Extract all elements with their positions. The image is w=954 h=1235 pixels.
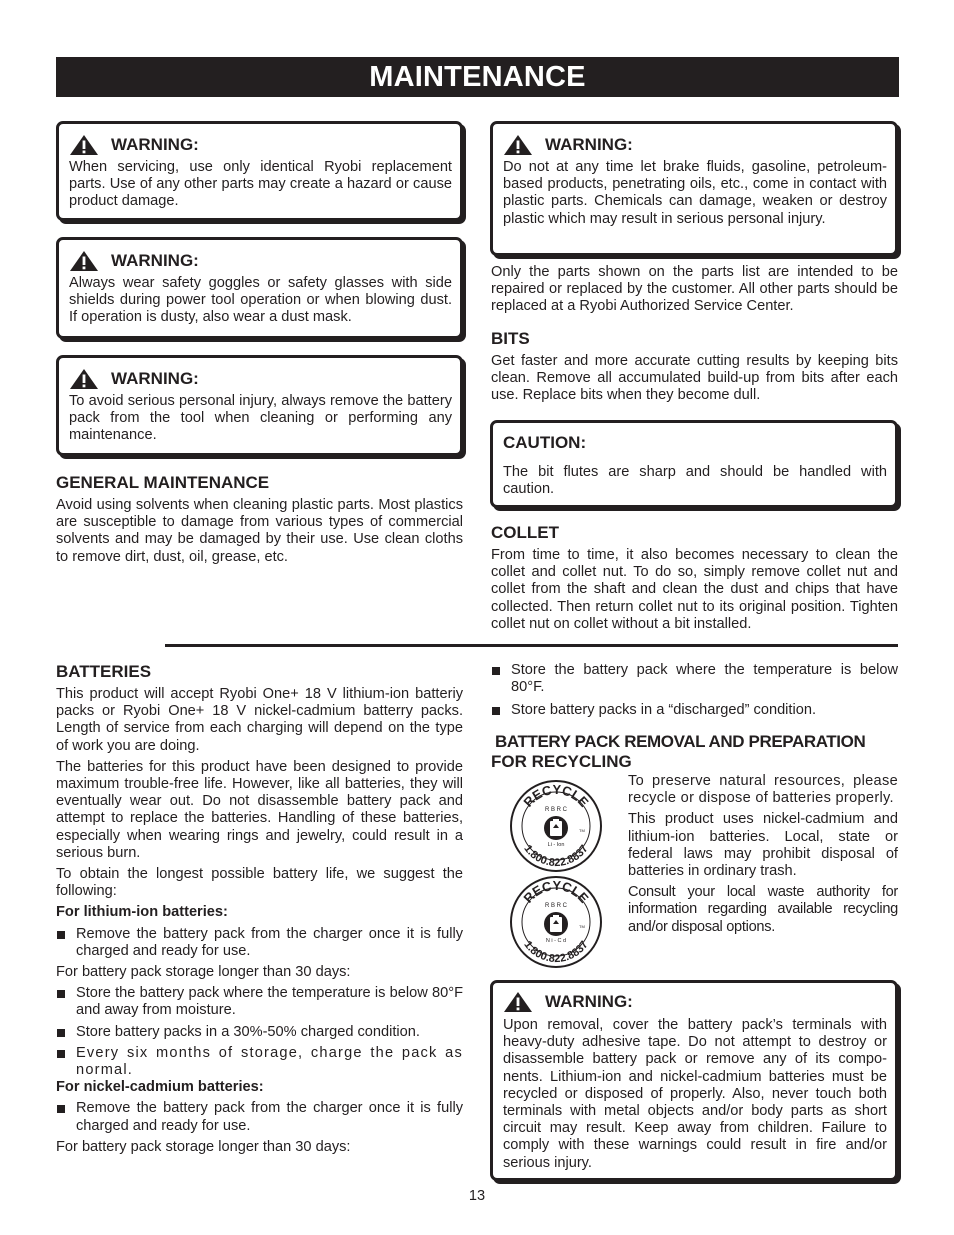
nickel-cadmium-storage-continued [491,662,898,724]
list-item: Store battery packs in a 30%-50% charged condition. [56,1024,463,1041]
seal-tm-text: TM [579,924,585,929]
lithium-ion-subheading: For lithium-ion batteries: [56,904,228,921]
removal-paragraph-1: To preserve natural resources, please recycle or dispose of batteries properly. [628,773,898,807]
seal-rbrc-text: R B R C [544,807,568,813]
warning-label: WARNING: [111,369,199,388]
seal-chemistry-text: N i - C d [545,938,567,944]
warning-text: When servicing, use only identical Ryobi replacement parts. Use of any other parts may create a hazard or cause product damage. [69,159,452,210]
bits-heading: BITS [491,329,530,348]
warning-header [69,134,460,156]
removal-heading [491,732,901,772]
warning-text: Do not at any time let brake fluids, gasoline, petroleum-based products, penetrating oils, etc., come in contact with plastic parts. Chemicals can damage, weaken or destroy plastic which may result in serious personal injury. [503,159,887,227]
general-maintenance-heading: GENERAL MAINTENANCE [56,473,270,492]
removal-heading-line-1: BATTERY PACK REMOVAL AND PREPARATION [495,732,866,751]
list-item: Store battery packs in a “discharged” condition. [491,702,898,719]
parts-note-text: Only the parts shown on the parts list are intended to be repaired or replaced by the customer. All other parts should be replaced at a Ryobi Authorized Service Center. [491,264,898,315]
batteries-paragraph-2: The batteries for this product have been designed to provide maximum trouble-free life. However, like all batteries, they will eventually wear out. Do not disassemble battery pack and attempt to replace the batteries. Handling of these batteries, especially when wearing rings and jewelry, could result in a serious burn. [56,758,463,861]
warning-header [503,991,895,1013]
collet-paragraph: From time to time, it also becomes necessary to clean the collet and collet nut. To do so, simply remove collet nut and collet from the shaft and clean the dust and chips that have collected. Then return collet nut to its original position. Tighten collet nut on collet without a bit installed. [491,547,898,632]
warning-triangle-icon [69,368,99,390]
general-maintenance-paragraph: Avoid using solvents when cleaning plastic parts. Most plastics are susceptible to damage from various types of commercial solvents and may be damaged by their use. Use clean cloths to remove dirt, dust, oil, grease, etc. [56,497,463,565]
warning-triangle-icon [503,134,533,156]
list-item: Remove the battery pack from the charger once it is fully charged and ready for use. [56,1100,463,1134]
seal-phone-text: 1.800.822.8837 [521,842,591,870]
warning-box-terminals [490,980,898,1181]
parts-note [491,264,898,320]
warning-box-goggles [56,237,463,339]
seal-tm-text: TM [579,828,585,833]
removal-paragraph-2: This product uses nickel-cadmium and lithium-ion batteries. Local, state or federal laws may prohibit disposal of batteries in ordinary trash. [628,811,898,880]
warning-label: WARNING: [545,992,633,1011]
seal-top-text: RECYCLE [520,877,592,906]
lithium-ion-list-2 [56,985,463,1079]
warning-label: WARNING: [545,135,633,154]
page-number: 13 [468,1188,486,1204]
battery-recycle-glyph [544,912,568,936]
warning-triangle-icon [69,134,99,156]
list-item: Remove the battery pack from the charger once it is fully charged and ready for use. [56,926,463,960]
list-item: Store the battery pack where the temperature is below 80°F. [491,662,898,696]
svg-text:RECYCLE [520,782,591,810]
section-divider [165,644,898,647]
warning-header [69,368,460,390]
collet-text [491,547,898,637]
rbrc-li-ion-recycle-seal-icon [506,776,606,876]
warning-text: Always wear safety goggles or safety glasses with side shields during power tool operation or when blowing dust. If operation is dusty, also wear a dust mask. [69,275,452,326]
removal-paragraph-3: Consult your local waste authority for information regarding available recycling and/or disposal options. [628,884,898,935]
warning-header [69,250,460,272]
seal-phone-text: 1.800.822.8837 [521,938,591,966]
warning-label: WARNING: [111,135,199,154]
warning-box-battery-removal [56,355,463,456]
batteries-paragraph-3: To obtain the longest possible battery life, we suggest the following: [56,866,463,900]
caution-header [503,432,895,454]
warning-triangle-icon [503,991,533,1013]
nickel-cadmium-subheading: For nickel-cadmium batteries: [56,1079,264,1096]
warning-box-chemicals [490,121,898,256]
warning-text: Upon removal, cover the battery pack’s terminals with heavy-duty adhesive tape. Do not attempt to destroy or disassemble battery pack or remove any of its compo-nents. Lithium-ion and nickel-cadmium batteries must be recycled or disposed of properly. Also, never touch both terminals with metal objects and/or body parts as short circuit may result. Keep away from children. Failure to comply with these warnings could result in fire and/or serious injury. [503,1017,887,1171]
bits-paragraph: Get faster and more accurate cutting results by keeping bits clean. Remove all accumulated build-up from bits after each use. Replace bits when they become dull. [491,353,898,404]
seal-rbrc-text: R B R C [544,903,568,909]
seal-chemistry-text: Li - Ion [547,842,565,848]
warning-box-servicing [56,121,463,221]
batteries-heading: BATTERIES [56,662,152,681]
collet-heading: COLLET [491,523,559,542]
seal-top-text: RECYCLE [520,781,592,810]
warning-text: To avoid serious personal injury, always remove the battery pack from the tool when cleaning or performing any maintenance. [69,393,452,444]
caution-text: The bit flutes are sharp and should be handled with caution. [503,464,887,498]
warning-label: WARNING: [111,251,199,270]
rbrc-ni-cd-recycle-seal-icon [506,872,606,972]
svg-text:RECYCLE [520,878,591,906]
caution-box-bits [490,420,898,508]
removal-heading-line-2: FOR RECYCLING [491,752,632,771]
page-title: MAINTENANCE [56,57,899,97]
bits-text [491,353,898,409]
list-item: Every six months of storage, charge the pack as normal. [56,1045,463,1079]
caution-label: CAUTION: [503,433,587,452]
removal-text [628,773,898,940]
nickel-cadmium-list-2 [491,662,898,720]
general-maintenance-text [56,497,463,570]
batteries-text [56,686,463,1160]
nickel-cadmium-list-1 [56,1100,463,1134]
batteries-paragraph-1: This product will accept Ryobi One+ 18 V lithium-ion batteriy packs or Ryobi One+ 18 V nickel-cadmium batterry packs. Length of service from each charging will depend on the type of work you are doing. [56,686,463,754]
nickel-cadmium-storage-note: For battery pack storage longer than 30 days: [56,1138,351,1155]
lithium-ion-list-1 [56,926,463,960]
warning-triangle-icon [69,250,99,272]
battery-recycle-glyph [544,816,568,840]
warning-header [503,134,895,156]
list-item: Store the battery pack where the temperature is below 80°F and away from moisture. [56,985,463,1019]
lithium-ion-storage-note: For battery pack storage longer than 30 days: [56,964,351,981]
